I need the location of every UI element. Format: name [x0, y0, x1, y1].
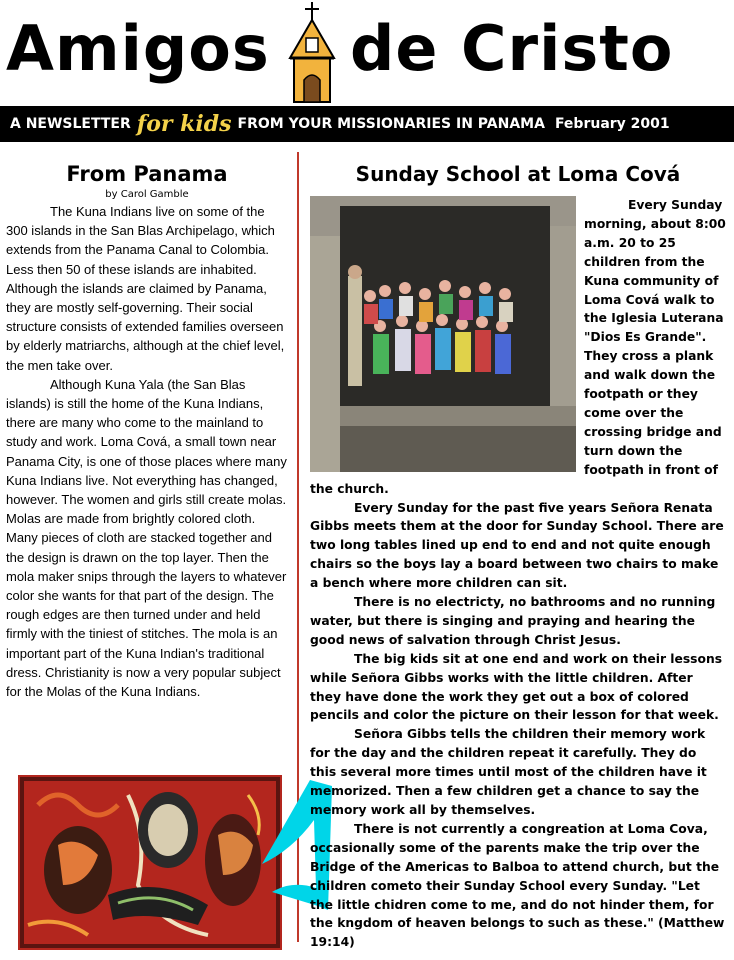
- left-article-byline: by Carol Gamble: [105, 189, 189, 200]
- masthead: [0, 0, 734, 105]
- left-article-paragraph: The Kuna Indians live on some of the 300 islands in the San Blas Archipelago, which extends from the Panama Canal to Colombia. Less then 50 of these islands are inhabited. Although the islands are claimed by Panama, they are mostly self-governing. Their social structure consists of extended families overseen by elderly matriarchs, although at the chief level, the men take over.: [6, 204, 285, 373]
- right-article-paragraph: There is no electricty, no bathrooms and no running water, but there is singing and praying and hearing the good news of salvation through Christ Jesus.: [310, 595, 716, 647]
- banner-text-newsletter: A NEWSLETTER: [10, 116, 131, 132]
- right-article-paragraph: Every Sunday for the past five years Señora Renata Gibbs meets them at the door for Sunday School. There are two long tables lined up end to end and not quite enough chairs so the boys lay a board between two chairs to make a bench where more children can sit.: [310, 500, 724, 591]
- newsletter-title-right: de Cristo: [350, 12, 674, 85]
- right-article-paragraph: The big kids sit at one end and work on their lessons while Señora Gibbs works with the little children. After they have done the work they get out a box of colored pencils and color the picture on their lesson for that week.: [310, 651, 723, 723]
- newsletter-title-left: Amigos: [6, 12, 270, 85]
- right-article-paragraph: Señora Gibbs tells the children their memory work for the day and the children repeat it carefully. They do this several more times until most of the children have it memorized. Then a few children get a chance to say the memory work all by themselves.: [310, 727, 707, 817]
- sunday-school-photo: [310, 196, 576, 472]
- church-icon: [282, 0, 342, 104]
- right-article-heading: Sunday School at Loma Cová: [355, 162, 681, 186]
- left-article: [6, 160, 288, 701]
- banner-date: February 2001: [554, 116, 670, 132]
- right-article-paragraph: There is not currently a congreation at Loma Cova, occasionally some of the parents make the trip over the Bridge of the Americas to Balboa to attend church, but the children cometo their Sunday School every Sunday. "Let the little chidren come to me, and do not hinder them, for the kngdom of heaven belongs to such as these." (Matthew 19:14): [310, 821, 725, 950]
- right-article: [310, 160, 726, 952]
- right-article-paragraph: Every Sunday morning, about 8:00 a.m. 20 to 25 children from the Kuna community of Loma Cová walk to the Iglesia Luterana "Dios Es Grande". They cross a plank and walk down the footpath or they come over the crossing bridge and turn down the footpath in front of the church.: [310, 198, 726, 496]
- left-article-heading: From Panama: [66, 162, 228, 186]
- banner-text-for-kids: for kids: [136, 111, 232, 137]
- newsletter-banner: [0, 106, 734, 142]
- banner-text-missionaries: FROM YOUR MISSIONARIES IN PANAMA: [237, 116, 545, 132]
- left-article-paragraph: Although Kuna Yala (the San Blas islands) is still the home of the Kuna Indians, there are many who come to the mainland to study and work. Loma Cová, a small town near Panama City, is one of those places where many Kuna Indians live. Not everything has changed, however. The women and girls still create molas. Molas are made from brightly colored cloth. Many pieces of cloth are stacked together and the design is drawn on the top layer. Then the mola maker snips through the layers to whatever color she wants for that part of the design. The rough edges are then turned under and held firmly with the tiniest of stitches. The mola is an important part of the Kuna Indian's traditional dress. Christianity is now a very popular subject for the Molas of the Kuna Indians.: [6, 376, 287, 700]
